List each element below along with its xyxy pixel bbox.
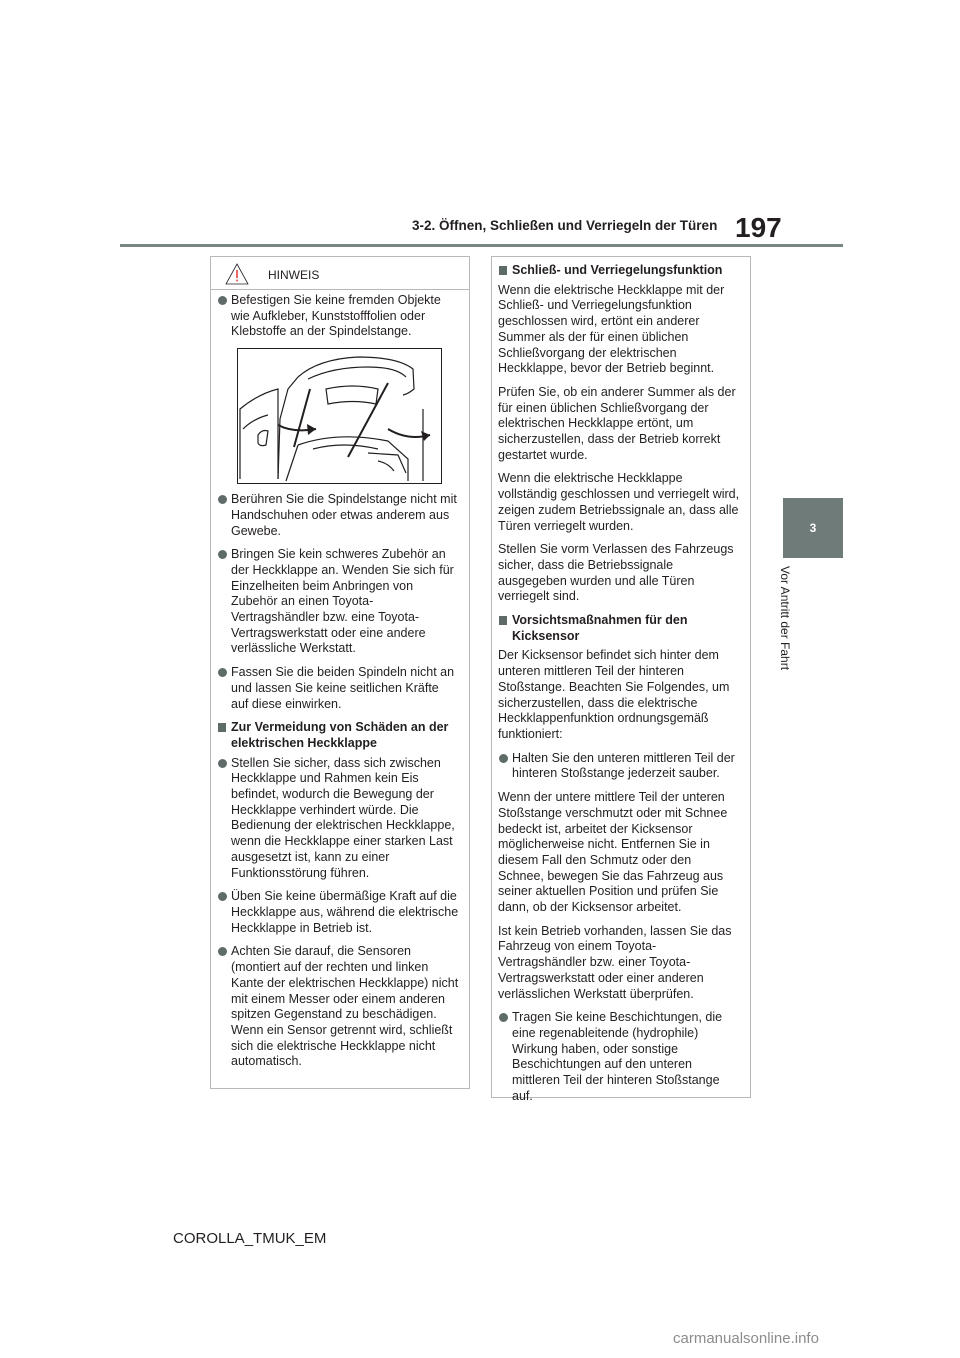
header-rule (120, 244, 843, 247)
paragraph: Der Kicksensor befindet sich hinter dem unteren mittleren Teil der hinteren Stoßstange. Beachten Sie Folgendes, um sicherzustellen, dass die elektrische Heckklappenfunktion ordnungsgemäß funktioniert: (498, 648, 730, 741)
list-item: Halten Sie den unteren mittleren Teil der hinteren Stoßstange jederzeit sauber. (498, 751, 740, 782)
list-item: Fassen Sie die beiden Spindeln nicht an und lassen Sie keine seitlichen Kräfte auf diese einwirken. (217, 665, 459, 712)
info-content (498, 263, 740, 1112)
section-heading: Vorsichtsmaßnahmen für den Kicksensor (498, 613, 740, 644)
paragraph: Stellen Sie vorm Verlassen des Fahrzeugs sicher, dass die Betriebssignale ausgegeben wurden und alle Türen verriegelt sind. (498, 542, 734, 604)
section-heading: Zur Vermeidung von Schäden an der elektrischen Heckklappe (217, 720, 459, 751)
chapter-tab (783, 498, 843, 558)
chapter-title: 3-2. Öffnen, Schließen und Verriegeln der Türen (412, 218, 718, 233)
notice-box (210, 256, 470, 1089)
list-item: Bringen Sie kein schweres Zubehör an der Heckklappe an. Wenden Sie sich für Einzelheiten beim Anbringen von Zubehör an einen Toyota-Vertragshändler bzw. eine Toyota-Vertragswerkstatt oder eine andere verlässliche Werkstatt. (217, 547, 459, 657)
list-item: Tragen Sie keine Beschichtungen, die eine regenableitende (hydrophile) Wirkung haben, oder sonstige Beschichtungen auf den unteren mittleren Teil der hinteren Stoßstange auf. (498, 1010, 740, 1104)
list-item: Üben Sie keine übermäßige Kraft auf die Heckklappe aus, während die elektrische Heckklappe in Betrieb ist. (217, 889, 459, 936)
paragraph: Ist kein Betrieb vorhanden, lassen Sie das Fahrzeug von einem Toyota-Vertragshändler bzw. einer Toyota-Vertragswerkstatt oder einer anderen verlässlichen Werkstatt überprüfen. (498, 923, 732, 1001)
paragraph: Wenn die elektrische Heckklappe mit der Schließ- und Verriegelungsfunktion geschlossen wird, ertönt ein anderer Summer als der für einen üblichen Schließvorgang der elektrischen Heckklappe, bevor der Betrieb beginnt. (498, 282, 725, 376)
warning-icon (225, 263, 249, 285)
chapter-number: 3 (809, 521, 817, 535)
chapter-name: Vor Antritt der Fahrt (778, 566, 792, 671)
notice-header (211, 263, 469, 287)
notice-content (217, 293, 459, 1078)
watermark: carmanualsonline.info (673, 1330, 819, 1347)
paragraph: Prüfen Sie, ob ein anderer Summer als der für einen üblichen Schließvorgang der elektrischen Heckklappe ertönt, um sicherzustellen, dass der Betrieb korrekt gestartet wurde. (498, 384, 736, 462)
list-item: Stellen Sie sicher, dass sich zwischen Heckklappe und Rahmen kein Eis befindet, wodurch die Bewegung der Heckklappe verhindert würde. Die Bedienung der elektrischen Heckklappe, wenn die Heckklappe einer starken Last ausgesetzt ist, kann zu einer Funktionsstörung führen. (217, 756, 459, 882)
section-heading: Schließ- und Verriegelungsfunktion (498, 263, 740, 279)
notice-divider (211, 289, 469, 290)
list-item: Achten Sie darauf, die Sensoren (montiert auf der rechten und linken Kante der elektrischen Heckklappe) nicht mit einem Messer oder einem anderen spitzen Gegenstand zu beschädigen. Wenn ein Sensor getrennt wird, schließt sich die elektrische Heckklappe nicht automatisch. (217, 944, 459, 1070)
paragraph: Wenn der untere mittlere Teil der unteren Stoßstange verschmutzt oder mit Schnee bedeckt ist, arbeitet der Kicksensor möglicherweise nicht. Entfernen Sie in diesem Fall den Schmutz oder den Schnee, bewegen Sie das Fahrzeug aus seiner aktuellen Position und prüfen Sie dann, ob der Kicksensor arbeitet. (498, 790, 728, 915)
chapter-side-title (778, 566, 808, 688)
info-box (491, 256, 751, 1103)
paragraph: Wenn die elektrische Heckklappe vollständig geschlossen und verriegelt wird, zeigen zudem Betriebssignale an, dass alle Türen verriegelt wurden. (498, 471, 740, 533)
page-number: 197 (735, 212, 782, 243)
list-item: Berühren Sie die Spindelstange nicht mit Handschuhen oder etwas anderem aus Gewebe. (217, 492, 459, 539)
tailgate-illustration (237, 348, 442, 484)
notice-title: HINWEIS (268, 268, 320, 282)
list-item: Befestigen Sie keine fremden Objekte wie Aufkleber, Kunststofffolien oder Klebstoffe an der Spindelstange. (217, 293, 459, 340)
model-code: COROLLA_TMUK_EM (173, 1230, 327, 1247)
